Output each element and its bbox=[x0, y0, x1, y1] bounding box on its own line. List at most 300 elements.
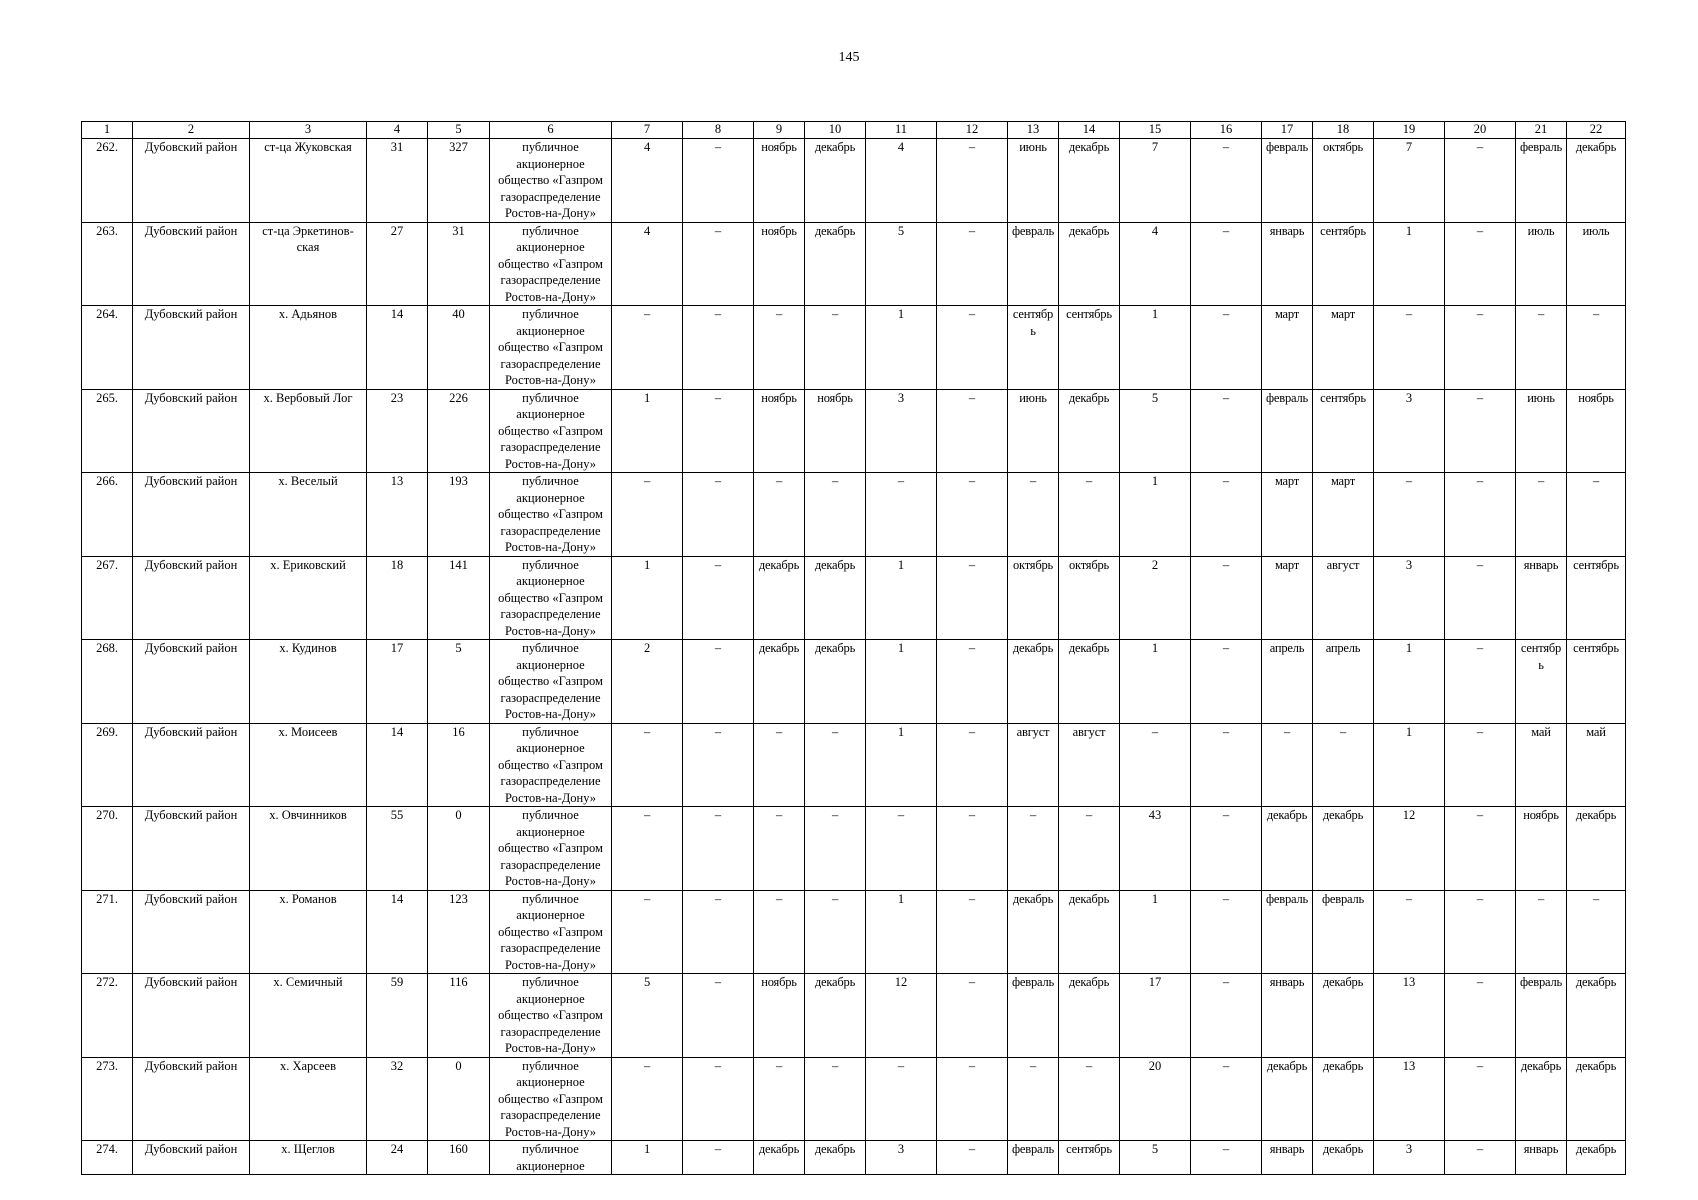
table-cell-col-18: март bbox=[1313, 473, 1374, 557]
table-cell-col-9: декабрь bbox=[754, 1141, 805, 1175]
table-cell-col-4: 31 bbox=[367, 139, 428, 223]
table-cell-col-6: публичное акционерное общество «Газпром газораспределение Ростов-на-Дону» bbox=[490, 473, 612, 557]
table-cell-col-19: 13 bbox=[1374, 974, 1445, 1058]
table-cell-col-6: публичное акционерное общество «Газпром газораспределение Ростов-на-Дону» bbox=[490, 974, 612, 1058]
table-cell-col-16: – bbox=[1191, 640, 1262, 724]
table-cell-col-10: – bbox=[805, 890, 866, 974]
table-cell-col-5: 0 bbox=[428, 1057, 490, 1141]
table-cell-col-20: – bbox=[1445, 139, 1516, 223]
table-cell-col-4: 13 bbox=[367, 473, 428, 557]
table-cell-col-12: – bbox=[937, 222, 1008, 306]
table-row bbox=[82, 473, 1626, 557]
table-cell-col-6: публичное акционерное общество «Газпром газораспределение Ростов-на-Дону» bbox=[490, 222, 612, 306]
table-cell-col-5: 193 bbox=[428, 473, 490, 557]
table-cell-col-12: – bbox=[937, 640, 1008, 724]
table-cell-col-18: декабрь bbox=[1313, 974, 1374, 1058]
table-cell-col-3: х. Ериковский bbox=[250, 556, 367, 640]
table-row bbox=[82, 807, 1626, 891]
table-cell-col-3: х. Овчинников bbox=[250, 807, 367, 891]
table-row bbox=[82, 389, 1626, 473]
table-cell-col-7: 2 bbox=[612, 640, 683, 724]
table-cell-col-20: – bbox=[1445, 1057, 1516, 1141]
table-cell-col-18: февраль bbox=[1313, 890, 1374, 974]
table-cell-col-10: декабрь bbox=[805, 139, 866, 223]
table-cell-col-1: 263. bbox=[82, 222, 133, 306]
column-header-15: 15 bbox=[1120, 122, 1191, 139]
table-cell-col-18: апрель bbox=[1313, 640, 1374, 724]
table-cell-col-12: – bbox=[937, 807, 1008, 891]
table-cell-col-15: 43 bbox=[1120, 807, 1191, 891]
table-cell-col-7: 5 bbox=[612, 974, 683, 1058]
table-cell-col-11: 4 bbox=[866, 139, 937, 223]
table-cell-col-1: 270. bbox=[82, 807, 133, 891]
table-row bbox=[82, 723, 1626, 807]
table-cell-col-12: – bbox=[937, 139, 1008, 223]
table-cell-col-1: 271. bbox=[82, 890, 133, 974]
table-cell-col-19: – bbox=[1374, 890, 1445, 974]
table-cell-col-3: х. Щеглов bbox=[250, 1141, 367, 1175]
table-cell-col-15: – bbox=[1120, 723, 1191, 807]
table-cell-col-2: Дубовский район bbox=[133, 1057, 250, 1141]
table-cell-col-13: – bbox=[1008, 1057, 1059, 1141]
column-header-11: 11 bbox=[866, 122, 937, 139]
table-cell-col-7: 1 bbox=[612, 389, 683, 473]
table-cell-col-10: – bbox=[805, 1057, 866, 1141]
table-cell-col-8: – bbox=[683, 306, 754, 390]
table-cell-col-6: публичное акционерное общество «Газпром газораспределение Ростов-на-Дону» bbox=[490, 139, 612, 223]
table-cell-col-11: 3 bbox=[866, 1141, 937, 1175]
table-cell-col-19: 1 bbox=[1374, 640, 1445, 724]
table-cell-col-18: – bbox=[1313, 723, 1374, 807]
table-cell-col-7: – bbox=[612, 1057, 683, 1141]
table-cell-col-13: август bbox=[1008, 723, 1059, 807]
table-cell-col-15: 20 bbox=[1120, 1057, 1191, 1141]
table-cell-col-20: – bbox=[1445, 640, 1516, 724]
table-cell-col-17: апрель bbox=[1262, 640, 1313, 724]
table-cell-col-11: – bbox=[866, 473, 937, 557]
table-cell-col-15: 2 bbox=[1120, 556, 1191, 640]
table-cell-col-1: 264. bbox=[82, 306, 133, 390]
table-cell-col-11: 1 bbox=[866, 556, 937, 640]
column-header-13: 13 bbox=[1008, 122, 1059, 139]
table-cell-col-20: – bbox=[1445, 473, 1516, 557]
column-header-8: 8 bbox=[683, 122, 754, 139]
table-cell-col-6: публичное акционерное общество «Газпром газораспределение Ростов-на-Дону» bbox=[490, 1057, 612, 1141]
column-header-17: 17 bbox=[1262, 122, 1313, 139]
table-cell-col-3: х. Романов bbox=[250, 890, 367, 974]
table-cell-col-1: 272. bbox=[82, 974, 133, 1058]
table-cell-col-18: август bbox=[1313, 556, 1374, 640]
table-cell-col-19: 3 bbox=[1374, 556, 1445, 640]
table-cell-col-10: – bbox=[805, 306, 866, 390]
table-cell-col-20: – bbox=[1445, 723, 1516, 807]
table-cell-col-5: 123 bbox=[428, 890, 490, 974]
table-cell-col-2: Дубовский район bbox=[133, 389, 250, 473]
column-header-16: 16 bbox=[1191, 122, 1262, 139]
table-row bbox=[82, 139, 1626, 223]
table-cell-col-2: Дубовский район bbox=[133, 640, 250, 724]
table-cell-col-3: ст-ца Эркетинов-ская bbox=[250, 222, 367, 306]
table-cell-col-6: публичное акционерное общество «Газпром газораспределение Ростов-на-Дону» bbox=[490, 807, 612, 891]
table-cell-col-21: январь bbox=[1516, 556, 1567, 640]
table-cell-col-14: – bbox=[1059, 1057, 1120, 1141]
table-cell-col-8: – bbox=[683, 974, 754, 1058]
table-cell-col-20: – bbox=[1445, 807, 1516, 891]
table-cell-col-5: 0 bbox=[428, 807, 490, 891]
table-cell-col-3: х. Моисеев bbox=[250, 723, 367, 807]
table-cell-col-8: – bbox=[683, 807, 754, 891]
table-cell-col-5: 5 bbox=[428, 640, 490, 724]
column-header-2: 2 bbox=[133, 122, 250, 139]
table-cell-col-3: х. Вербовый Лог bbox=[250, 389, 367, 473]
table-cell-col-21: ноябрь bbox=[1516, 807, 1567, 891]
table-cell-col-6: публичное акционерное общество «Газпром газораспределение Ростов-на-Дону» bbox=[490, 306, 612, 390]
table-cell-col-21: февраль bbox=[1516, 139, 1567, 223]
table-cell-col-9: – bbox=[754, 1057, 805, 1141]
table-cell-col-1: 265. bbox=[82, 389, 133, 473]
table-cell-col-16: – bbox=[1191, 723, 1262, 807]
table-cell-col-16: – bbox=[1191, 389, 1262, 473]
table-cell-col-22: июль bbox=[1567, 222, 1626, 306]
table-cell-col-17: январь bbox=[1262, 974, 1313, 1058]
table-cell-col-16: – bbox=[1191, 1141, 1262, 1175]
table-cell-col-17: – bbox=[1262, 723, 1313, 807]
table-cell-col-17: февраль bbox=[1262, 890, 1313, 974]
header-row bbox=[82, 122, 1626, 139]
table-cell-col-5: 160 bbox=[428, 1141, 490, 1175]
table-cell-col-8: – bbox=[683, 1057, 754, 1141]
column-header-9: 9 bbox=[754, 122, 805, 139]
table-cell-col-2: Дубовский район bbox=[133, 473, 250, 557]
table-cell-col-21: декабрь bbox=[1516, 1057, 1567, 1141]
table-cell-col-8: – bbox=[683, 556, 754, 640]
table-cell-col-5: 226 bbox=[428, 389, 490, 473]
table-cell-col-10: декабрь bbox=[805, 640, 866, 724]
column-header-18: 18 bbox=[1313, 122, 1374, 139]
table-cell-col-12: – bbox=[937, 306, 1008, 390]
table-cell-col-9: – bbox=[754, 723, 805, 807]
table-cell-col-15: 1 bbox=[1120, 473, 1191, 557]
column-header-22: 22 bbox=[1567, 122, 1626, 139]
column-header-14: 14 bbox=[1059, 122, 1120, 139]
table-cell-col-13: – bbox=[1008, 807, 1059, 891]
table-cell-col-2: Дубовский район bbox=[133, 1141, 250, 1175]
table-cell-col-16: – bbox=[1191, 890, 1262, 974]
table-cell-col-4: 14 bbox=[367, 306, 428, 390]
table-cell-col-7: 4 bbox=[612, 222, 683, 306]
table-cell-col-14: декабрь bbox=[1059, 139, 1120, 223]
table-cell-col-22: – bbox=[1567, 306, 1626, 390]
table-cell-col-1: 268. bbox=[82, 640, 133, 724]
table-cell-col-1: 273. bbox=[82, 1057, 133, 1141]
table-cell-col-9: ноябрь bbox=[754, 222, 805, 306]
table-cell-col-2: Дубовский район bbox=[133, 807, 250, 891]
table-cell-col-3: х. Харсеев bbox=[250, 1057, 367, 1141]
table-cell-col-17: март bbox=[1262, 556, 1313, 640]
table-cell-col-16: – bbox=[1191, 306, 1262, 390]
table-cell-col-10: – bbox=[805, 807, 866, 891]
table-cell-col-20: – bbox=[1445, 1141, 1516, 1175]
table-cell-col-13: февраль bbox=[1008, 974, 1059, 1058]
table-cell-col-12: – bbox=[937, 473, 1008, 557]
table-cell-col-2: Дубовский район bbox=[133, 974, 250, 1058]
table-cell-col-10: декабрь bbox=[805, 974, 866, 1058]
table-cell-col-10: – bbox=[805, 723, 866, 807]
column-header-5: 5 bbox=[428, 122, 490, 139]
table-cell-col-20: – bbox=[1445, 556, 1516, 640]
table-cell-col-18: октябрь bbox=[1313, 139, 1374, 223]
table-cell-col-2: Дубовский район bbox=[133, 890, 250, 974]
table-cell-col-11: 1 bbox=[866, 640, 937, 724]
table-cell-col-6: публичное акционерное общество «Газпром газораспределение Ростов-на-Дону» bbox=[490, 890, 612, 974]
table-cell-col-14: – bbox=[1059, 473, 1120, 557]
table-cell-col-22: – bbox=[1567, 473, 1626, 557]
table-cell-col-9: – bbox=[754, 306, 805, 390]
table-cell-col-7: – bbox=[612, 890, 683, 974]
table-cell-col-6: публичное акционерное bbox=[490, 1141, 612, 1175]
column-header-20: 20 bbox=[1445, 122, 1516, 139]
table-cell-col-16: – bbox=[1191, 974, 1262, 1058]
table-cell-col-12: – bbox=[937, 1141, 1008, 1175]
table-cell-col-14: декабрь bbox=[1059, 890, 1120, 974]
table-cell-col-3: х. Семичный bbox=[250, 974, 367, 1058]
table-cell-col-14: декабрь bbox=[1059, 222, 1120, 306]
table-cell-col-17: январь bbox=[1262, 222, 1313, 306]
table-cell-col-22: сентябрь bbox=[1567, 640, 1626, 724]
table-cell-col-19: 12 bbox=[1374, 807, 1445, 891]
table-cell-col-4: 14 bbox=[367, 890, 428, 974]
table-cell-col-5: 16 bbox=[428, 723, 490, 807]
table-cell-col-4: 59 bbox=[367, 974, 428, 1058]
table-cell-col-4: 27 bbox=[367, 222, 428, 306]
table-cell-col-19: 7 bbox=[1374, 139, 1445, 223]
table-cell-col-4: 18 bbox=[367, 556, 428, 640]
table-cell-col-3: х. Кудинов bbox=[250, 640, 367, 724]
table-cell-col-14: август bbox=[1059, 723, 1120, 807]
column-header-21: 21 bbox=[1516, 122, 1567, 139]
table-cell-col-7: – bbox=[612, 473, 683, 557]
table-cell-col-21: июль bbox=[1516, 222, 1567, 306]
column-header-10: 10 bbox=[805, 122, 866, 139]
table-cell-col-8: – bbox=[683, 473, 754, 557]
table-cell-col-4: 23 bbox=[367, 389, 428, 473]
table-cell-col-14: декабрь bbox=[1059, 974, 1120, 1058]
table-cell-col-19: 1 bbox=[1374, 222, 1445, 306]
table-cell-col-10: декабрь bbox=[805, 556, 866, 640]
table-cell-col-2: Дубовский район bbox=[133, 222, 250, 306]
table-cell-col-11: – bbox=[866, 1057, 937, 1141]
table-cell-col-22: – bbox=[1567, 890, 1626, 974]
table-cell-col-6: публичное акционерное общество «Газпром газораспределение Ростов-на-Дону» bbox=[490, 723, 612, 807]
table-row bbox=[82, 1141, 1626, 1175]
table-cell-col-12: – bbox=[937, 723, 1008, 807]
table-cell-col-10: – bbox=[805, 473, 866, 557]
table-cell-col-16: – bbox=[1191, 473, 1262, 557]
table-cell-col-15: 5 bbox=[1120, 1141, 1191, 1175]
table-cell-col-2: Дубовский район bbox=[133, 556, 250, 640]
table-cell-col-1: 274. bbox=[82, 1141, 133, 1175]
table-cell-col-18: март bbox=[1313, 306, 1374, 390]
table-cell-col-16: – bbox=[1191, 556, 1262, 640]
table-cell-col-19: – bbox=[1374, 306, 1445, 390]
column-header-12: 12 bbox=[937, 122, 1008, 139]
column-header-3: 3 bbox=[250, 122, 367, 139]
table-cell-col-8: – bbox=[683, 640, 754, 724]
column-header-19: 19 bbox=[1374, 122, 1445, 139]
table-cell-col-13: февраль bbox=[1008, 222, 1059, 306]
table-cell-col-21: сентябр ь bbox=[1516, 640, 1567, 724]
table-cell-col-21: май bbox=[1516, 723, 1567, 807]
table-row bbox=[82, 306, 1626, 390]
table-cell-col-7: – bbox=[612, 807, 683, 891]
table-cell-col-20: – bbox=[1445, 890, 1516, 974]
table-cell-col-22: сентябрь bbox=[1567, 556, 1626, 640]
table-cell-col-9: ноябрь bbox=[754, 389, 805, 473]
column-header-1: 1 bbox=[82, 122, 133, 139]
table-cell-col-2: Дубовский район bbox=[133, 306, 250, 390]
table-cell-col-14: октябрь bbox=[1059, 556, 1120, 640]
table-cell-col-11: 1 bbox=[866, 306, 937, 390]
table-cell-col-5: 327 bbox=[428, 139, 490, 223]
table-cell-col-14: – bbox=[1059, 807, 1120, 891]
table-cell-col-18: декабрь bbox=[1313, 1057, 1374, 1141]
table-cell-col-17: февраль bbox=[1262, 139, 1313, 223]
table-row bbox=[82, 222, 1626, 306]
table-cell-col-9: ноябрь bbox=[754, 974, 805, 1058]
table-cell-col-1: 266. bbox=[82, 473, 133, 557]
table-cell-col-8: – bbox=[683, 222, 754, 306]
column-header-7: 7 bbox=[612, 122, 683, 139]
table-cell-col-6: публичное акционерное общество «Газпром газораспределение Ростов-на-Дону» bbox=[490, 640, 612, 724]
table-cell-col-13: июнь bbox=[1008, 389, 1059, 473]
table-cell-col-7: – bbox=[612, 723, 683, 807]
table-cell-col-14: декабрь bbox=[1059, 389, 1120, 473]
table-cell-col-12: – bbox=[937, 974, 1008, 1058]
table-cell-col-17: декабрь bbox=[1262, 807, 1313, 891]
table-cell-col-15: 7 bbox=[1120, 139, 1191, 223]
table-cell-col-4: 17 bbox=[367, 640, 428, 724]
table-row bbox=[82, 890, 1626, 974]
table-cell-col-12: – bbox=[937, 556, 1008, 640]
table-cell-col-19: 1 bbox=[1374, 723, 1445, 807]
table-row bbox=[82, 1057, 1626, 1141]
table-cell-col-18: сентябрь bbox=[1313, 389, 1374, 473]
table-cell-col-4: 32 bbox=[367, 1057, 428, 1141]
table-cell-col-14: сентябрь bbox=[1059, 1141, 1120, 1175]
table-cell-col-21: июнь bbox=[1516, 389, 1567, 473]
table-cell-col-18: декабрь bbox=[1313, 807, 1374, 891]
table-cell-col-15: 1 bbox=[1120, 306, 1191, 390]
table-cell-col-5: 40 bbox=[428, 306, 490, 390]
table-cell-col-18: сентябрь bbox=[1313, 222, 1374, 306]
table-cell-col-9: – bbox=[754, 890, 805, 974]
table-cell-col-16: – bbox=[1191, 222, 1262, 306]
table-cell-col-8: – bbox=[683, 389, 754, 473]
table-cell-col-21: – bbox=[1516, 473, 1567, 557]
table-cell-col-9: – bbox=[754, 807, 805, 891]
table-cell-col-13: декабрь bbox=[1008, 890, 1059, 974]
table-cell-col-20: – bbox=[1445, 306, 1516, 390]
table-header bbox=[82, 122, 1626, 139]
table-cell-col-19: 13 bbox=[1374, 1057, 1445, 1141]
table-body bbox=[82, 139, 1626, 1175]
table-cell-col-11: – bbox=[866, 807, 937, 891]
table-cell-col-13: – bbox=[1008, 473, 1059, 557]
table-cell-col-3: х. Адьянов bbox=[250, 306, 367, 390]
table-cell-col-11: 1 bbox=[866, 890, 937, 974]
table-cell-col-3: х. Веселый bbox=[250, 473, 367, 557]
table-cell-col-17: декабрь bbox=[1262, 1057, 1313, 1141]
table-cell-col-11: 5 bbox=[866, 222, 937, 306]
table-row bbox=[82, 640, 1626, 724]
table-cell-col-22: май bbox=[1567, 723, 1626, 807]
table-cell-col-13: декабрь bbox=[1008, 640, 1059, 724]
table-cell-col-15: 1 bbox=[1120, 890, 1191, 974]
table-cell-col-19: – bbox=[1374, 473, 1445, 557]
table-cell-col-10: ноябрь bbox=[805, 389, 866, 473]
table-cell-col-9: – bbox=[754, 473, 805, 557]
table-cell-col-9: декабрь bbox=[754, 640, 805, 724]
table-cell-col-10: декабрь bbox=[805, 222, 866, 306]
table-cell-col-1: 262. bbox=[82, 139, 133, 223]
table-cell-col-8: – bbox=[683, 890, 754, 974]
table-cell-col-4: 14 bbox=[367, 723, 428, 807]
table-cell-col-21: январь bbox=[1516, 1141, 1567, 1175]
table-cell-col-13: июнь bbox=[1008, 139, 1059, 223]
table-cell-col-5: 141 bbox=[428, 556, 490, 640]
table-cell-col-6: публичное акционерное общество «Газпром газораспределение Ростов-на-Дону» bbox=[490, 556, 612, 640]
table-row bbox=[82, 974, 1626, 1058]
table-cell-col-20: – bbox=[1445, 974, 1516, 1058]
page-number: 145 bbox=[838, 50, 860, 65]
table-cell-col-6: публичное акционерное общество «Газпром газораспределение Ростов-на-Дону» bbox=[490, 389, 612, 473]
table-cell-col-5: 116 bbox=[428, 974, 490, 1058]
table-cell-col-8: – bbox=[683, 723, 754, 807]
table-cell-col-15: 4 bbox=[1120, 222, 1191, 306]
table-cell-col-16: – bbox=[1191, 1057, 1262, 1141]
table-cell-col-22: декабрь bbox=[1567, 139, 1626, 223]
table-cell-col-19: 3 bbox=[1374, 1141, 1445, 1175]
table-cell-col-7: – bbox=[612, 306, 683, 390]
table-cell-col-7: 1 bbox=[612, 556, 683, 640]
table-cell-col-20: – bbox=[1445, 222, 1516, 306]
table-cell-col-21: – bbox=[1516, 890, 1567, 974]
table-cell-col-22: декабрь bbox=[1567, 974, 1626, 1058]
table-cell-col-16: – bbox=[1191, 139, 1262, 223]
table-cell-col-10: декабрь bbox=[805, 1141, 866, 1175]
table-cell-col-11: 1 bbox=[866, 723, 937, 807]
table-cell-col-22: ноябрь bbox=[1567, 389, 1626, 473]
table-cell-col-13: февраль bbox=[1008, 1141, 1059, 1175]
table-cell-col-7: 1 bbox=[612, 1141, 683, 1175]
table-cell-col-18: декабрь bbox=[1313, 1141, 1374, 1175]
table-cell-col-21: – bbox=[1516, 306, 1567, 390]
table-cell-col-22: декабрь bbox=[1567, 1141, 1626, 1175]
table-cell-col-8: – bbox=[683, 139, 754, 223]
table-cell-col-14: сентябрь bbox=[1059, 306, 1120, 390]
table-cell-col-13: октябрь bbox=[1008, 556, 1059, 640]
column-header-4: 4 bbox=[367, 122, 428, 139]
table-cell-col-11: 3 bbox=[866, 389, 937, 473]
table-cell-col-9: ноябрь bbox=[754, 139, 805, 223]
table-cell-col-4: 24 bbox=[367, 1141, 428, 1175]
table-cell-col-8: – bbox=[683, 1141, 754, 1175]
table-cell-col-17: январь bbox=[1262, 1141, 1313, 1175]
table-cell-col-7: 4 bbox=[612, 139, 683, 223]
table-cell-col-14: декабрь bbox=[1059, 640, 1120, 724]
table-row bbox=[82, 556, 1626, 640]
table-cell-col-16: – bbox=[1191, 807, 1262, 891]
